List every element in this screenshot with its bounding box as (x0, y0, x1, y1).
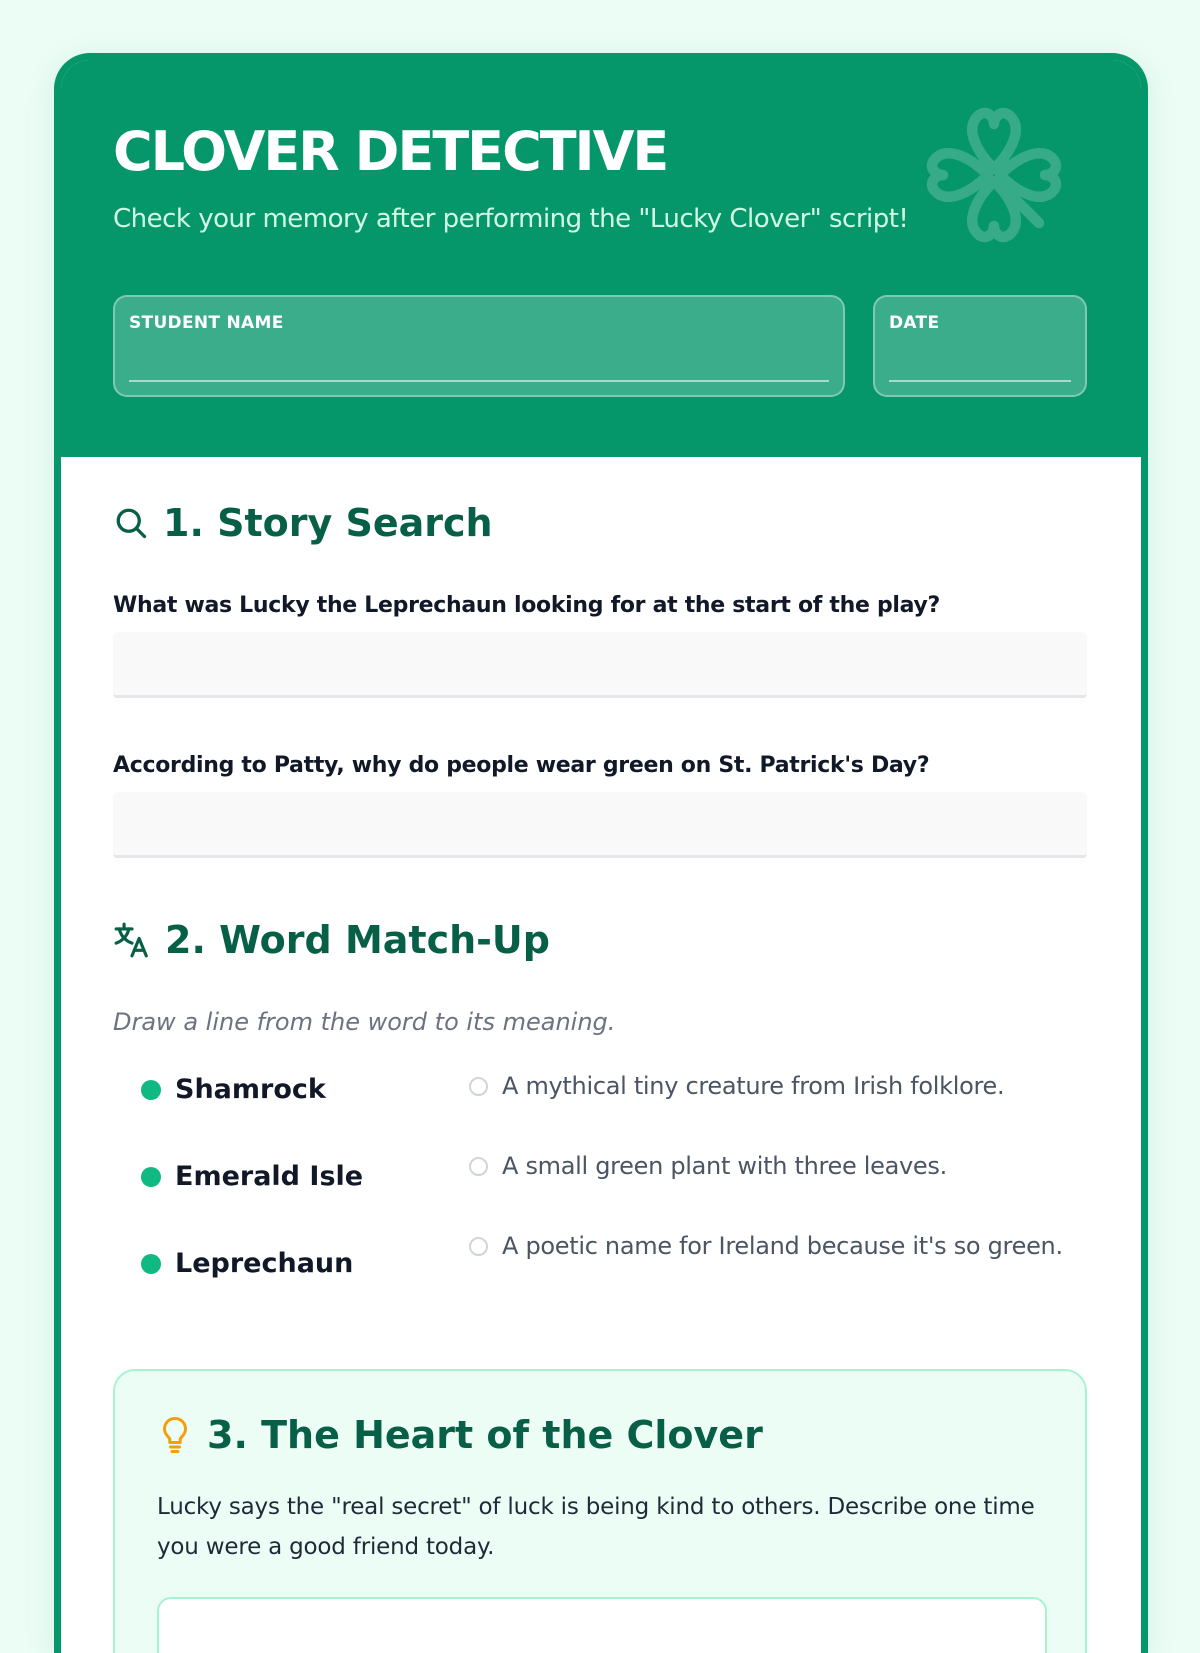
search-icon (113, 505, 149, 541)
term-label: Emerald Isle (175, 1161, 364, 1192)
student-name-line (129, 380, 829, 382)
definition-radio[interactable] (469, 1077, 488, 1096)
term-leprechaun[interactable] (141, 1248, 353, 1279)
student-name-label: STUDENT NAME (129, 313, 284, 333)
worksheet-card (54, 53, 1148, 1653)
heart-of-clover-panel (113, 1369, 1087, 1653)
worksheet-header (61, 60, 1141, 457)
date-label: DATE (889, 313, 940, 333)
clover-icon (919, 100, 1069, 250)
section-word-match-heading (113, 918, 550, 962)
date-line (889, 380, 1071, 382)
section-heart-title: 3. The Heart of the Clover (207, 1413, 763, 1457)
translate-icon (113, 921, 151, 959)
term-label: Leprechaun (175, 1248, 354, 1279)
worksheet-subtitle: Check your memory after performing the "Lucky Clover" script! (113, 204, 909, 234)
answer-2-box[interactable] (113, 792, 1087, 858)
date-field[interactable] (873, 295, 1087, 397)
term-shamrock[interactable] (141, 1074, 326, 1105)
heart-answer-box[interactable] (157, 1597, 1047, 1653)
term-label: Shamrock (175, 1074, 326, 1105)
question-2: According to Patty, why do people wear green on St. Patrick's Day? (113, 753, 930, 778)
answer-1-box[interactable] (113, 632, 1087, 698)
worksheet-title: CLOVER DETECTIVE (113, 120, 668, 183)
definition-radio[interactable] (469, 1237, 488, 1256)
student-name-field[interactable] (113, 295, 845, 397)
lightbulb-icon (157, 1415, 193, 1455)
definition-label: A poetic name for Ireland because it's so green. (502, 1232, 1063, 1260)
definition-label: A small green plant with three leaves. (502, 1152, 947, 1180)
section-story-search-heading (113, 501, 493, 545)
match-instruction: Draw a line from the word to its meaning. (113, 1008, 616, 1036)
section-story-search-title: 1. Story Search (163, 501, 493, 545)
question-1: What was Lucky the Leprechaun looking for at the start of the play? (113, 593, 941, 618)
definition-2[interactable] (469, 1152, 947, 1180)
section-heart-heading (157, 1413, 763, 1457)
definition-3[interactable] (469, 1232, 1063, 1260)
term-dot (141, 1254, 161, 1274)
definition-radio[interactable] (469, 1157, 488, 1176)
term-dot (141, 1080, 161, 1100)
term-dot (141, 1167, 161, 1187)
term-emerald-isle[interactable] (141, 1161, 363, 1192)
definition-label: A mythical tiny creature from Irish folklore. (502, 1072, 1005, 1100)
heart-prompt: Lucky says the "real secret" of luck is being kind to others. Describe one time you were a good friend today. (157, 1494, 1035, 1560)
section-word-match-title: 2. Word Match-Up (165, 918, 550, 962)
definition-1[interactable] (469, 1072, 1004, 1100)
